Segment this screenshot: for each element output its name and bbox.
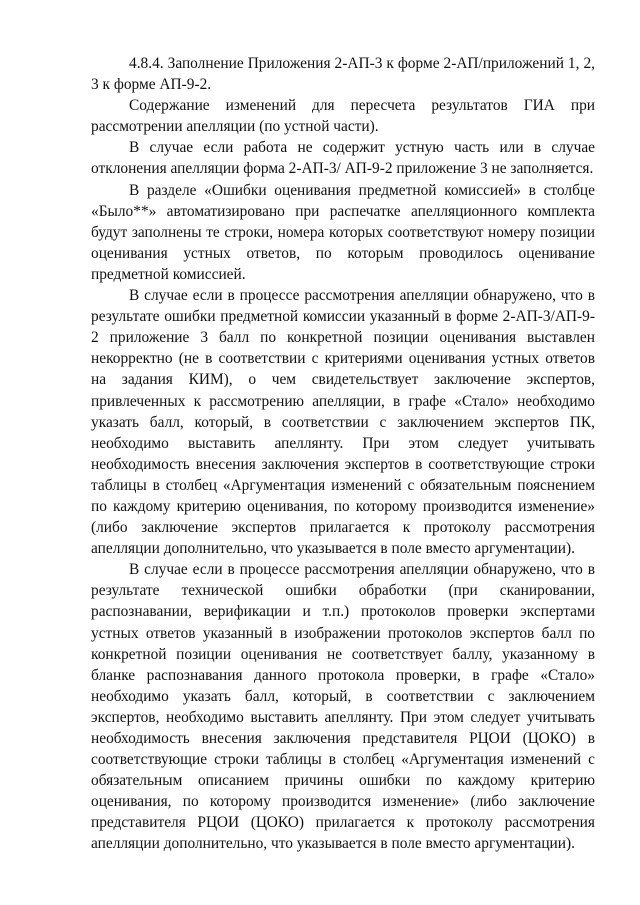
technical-error-paragraph: В случае если в процессе рассмотрения апелляции обнаружено, что в результате технической ошибки обработки (при сканировании, распознавании, верификации и т.п.) протоколов проверки экспертами устных ответов указанный в изображении протоколов экспертов балл по конкретной позиции оценивания не соответствует баллу, указанному в бланке распознавания данного протокола проверки, в графе «Стало» необходимо указать балл, который, в соответствии с заключением экспертов, необходимо выставить апеллянту. При этом следует учитывать необходимость внесения заключения представителя РЦОИ (ЦОКО) в соответствующие строки таблицы в столбец «Аргументация изменений с обязательным описанием причины ошибки по каждому критерию оценивания, по которому производится изменение» (либо заключение представителя РЦОИ (ЦОКО) прилагается к протоколу рассмотрения апелляции дополнительно, что указывается в поле вместо аргументации). xyxy=(91,561,595,853)
section-heading-paragraph: 4.8.4. Заполнение Приложения 2-АП-3 к форме 2-АП/приложений 1, 2, 3 к форме АП-9-2. xyxy=(91,55,595,94)
errors-section-paragraph: В разделе «Ошибки оценивания предметной комиссией» в столбце «Было**» автоматизировано при распечатке апелляционного комплекта будут заполнены те строки, номера которых соответствуют номеру позиции оценивания устных ответов, по которым проводилось оценивание предметной комиссией. xyxy=(91,181,595,283)
document-page xyxy=(91,53,595,855)
commission-error-paragraph: В случае если в процессе рассмотрения апелляции обнаружено, что в результате ошибки предметной комиссии указанный в форме 2-АП-3/АП-9-2 приложение 3 балл по конкретной позиции оценивания выставлен некорректно (не в соответствии с критериями оценивания устных ответов на задания КИМ), о чем свидетельствует заключение экспертов, привлеченных к рассмотрению апелляции, в графе «Стало» необходимо указать балл, который, в соответствии с заключением экспертов ПК, необходимо выставить апеллянту. При этом следует учитывать необходимость внесения заключения экспертов в соответствующие строки таблицы в столбец «Аргументация изменений с обязательным пояснением по каждому критерию оценивания, по которому производится изменение» (либо заключение экспертов прилагается к протоколу рассмотрения апелляции дополнительно, что указывается в поле вместо аргументации). xyxy=(91,287,595,558)
content-description-paragraph: Содержание изменений для пересчета результатов ГИА при рассмотрении апелляции (по устной части). xyxy=(91,97,595,136)
no-oral-part-paragraph: В случае если работа не содержит устную часть или в случае отклонения апелляции форма 2-АП-3/ АП-9-2 приложение 3 не заполняется. xyxy=(91,139,595,178)
